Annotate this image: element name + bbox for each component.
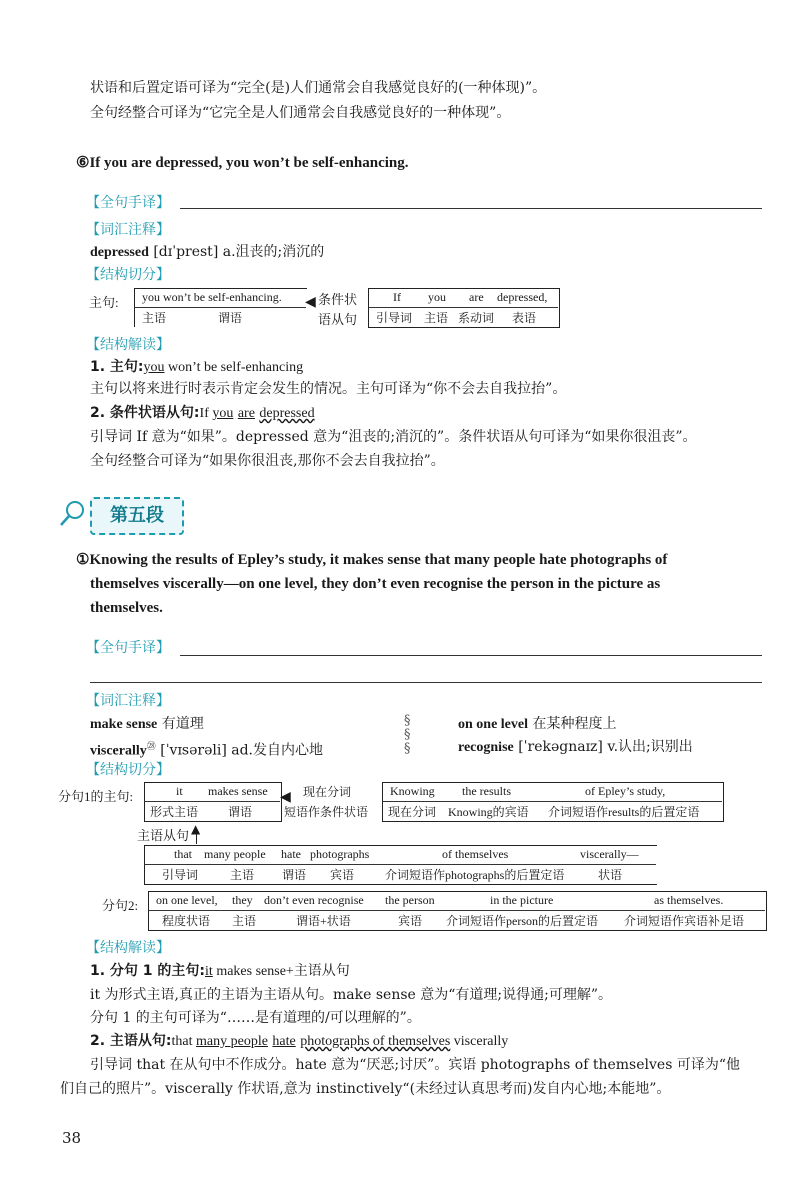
arrow-up-icon: ▲ [191, 822, 201, 836]
struct-label: 【结构切分】 [86, 762, 170, 778]
participle-label: 现在分词 [303, 785, 352, 799]
c2-sub: 主语 [232, 914, 257, 928]
cond-sub: 主语 [424, 311, 449, 325]
vocab-label: 【词汇注释】 [86, 222, 170, 238]
vocab-entry: make sense 有道理 [90, 716, 204, 732]
c2-sub: 程度状语 [162, 914, 211, 928]
cond-word: are [469, 290, 484, 304]
cond-label-2: 语从句 [318, 312, 358, 327]
analysis-2-title: 2. 条件状语从句:If you are depressed [90, 405, 315, 421]
c2-word: they [232, 893, 253, 907]
page-number: 38 [62, 1129, 82, 1147]
c2-word: on one level, [156, 893, 218, 907]
c2-word: as themselves. [654, 893, 724, 907]
sentence-1-line: ①Knowing the results of Epley’s study, it makes sense that many people hate photographs of [76, 552, 668, 568]
sc-word: photographs [310, 847, 370, 861]
section-title: 第五段 [90, 497, 184, 535]
translate-label: 【全句手译】 [86, 195, 170, 211]
vocab-entry: recognise [ˈrekəgnaɪz] v.认出;识别出 [458, 739, 693, 755]
sc-word: viscerally— [580, 847, 639, 861]
sentence-6: ⑥If you are depressed, you won’t be self-enhancing. [76, 155, 409, 171]
p-word: Knowing [390, 784, 435, 798]
c2-sub: 宾语 [398, 914, 423, 928]
sc-word: of themselves [442, 847, 509, 861]
sentence-1-line: themselves. [90, 600, 163, 616]
vocab-entry: viscerally$^㉘$ [ˈvɪsərəli] ad.发自内心地 [90, 742, 324, 759]
vocab-label: 【词汇注释】 [86, 693, 170, 709]
sc-sub: 状语 [598, 868, 623, 882]
p-word: the results [462, 784, 511, 798]
analysis-1-text: 主句以将来进行时表示肯定会发生的情况。主句可译为“你不会去自我拉抬”。 [90, 381, 567, 397]
p-word: of Epley’s study, [585, 784, 666, 798]
subject-clause-label: 主语从句 [137, 828, 190, 843]
cond-word: depressed, [497, 290, 548, 304]
p-sub: 介词短语作results的后置定语 [548, 805, 700, 819]
c2-sub: 介词短语作person的后置定语 [446, 914, 598, 928]
main-clause-text: you won’t be self-enhancing. [142, 290, 282, 304]
analysis-b2-text: 引导词 that 在从句中不作成分。hate 意为“厌恶;讨厌”。宾语 photographs of themselves 可译为“他 [90, 1057, 740, 1073]
analysis-b2-text2: 们自己的照片”。viscerally 作状语,意为 instinctively“(未经过认真思考而)发自内心地;本能地”。 [60, 1081, 671, 1097]
sc-sub: 谓语 [282, 868, 307, 882]
main-sub-2: 谓语 [218, 311, 243, 325]
paragraph-line: 全句经整合可译为“它完全是人们通常会自我感觉良好的一种体现”。 [90, 105, 511, 121]
sc-word: that [174, 847, 192, 861]
sentence-1-line: themselves viscerally—on one level, they don’t even recognise the person in the picture as [90, 576, 661, 592]
analysis-label: 【结构解读】 [86, 337, 170, 353]
arrow-left-icon: ◀ [305, 294, 316, 310]
vocab-entry: depressed [dɪˈprest] a.沮丧的;消沉的 [90, 244, 325, 260]
main-clause-label: 主句: [89, 295, 119, 310]
cond-word: If [393, 290, 401, 304]
analysis-b1-text: it 为形式主语,真正的主语为主语从句。make sense 意为“有道理;说得通;可理解”。 [90, 987, 612, 1003]
arrow-left-icon: ◀ [280, 789, 291, 805]
p-sub: Knowing的宾语 [448, 805, 529, 819]
c2-sub: 谓语+状语 [296, 914, 351, 928]
c1-word: makes sense [208, 784, 268, 798]
clause-2-label: 分句2: [102, 898, 139, 913]
cond-label: 条件状 [318, 292, 358, 307]
cond-sub: 表语 [512, 311, 537, 325]
analysis-2-full: 全句经整合可译为“如果你很沮丧,那你不会去自我拉抬”。 [90, 453, 445, 469]
analysis-label: 【结构解读】 [86, 940, 170, 956]
c1-sub: 形式主语 [150, 805, 199, 819]
divider-icon: § § § [404, 713, 411, 756]
c2-sub: 介词短语作宾语补足语 [624, 914, 745, 928]
vocab-entry: on one level 在某种程度上 [458, 716, 617, 732]
translate-label: 【全句手译】 [86, 640, 170, 656]
analysis-2-text: 引导词 If 意为“如果”。depressed 意为“沮丧的;消沉的”。条件状语从句可译为“如果你很沮丧”。 [90, 429, 697, 445]
translate-line[interactable] [180, 208, 762, 209]
cond-sub: 引导词 [376, 311, 413, 325]
main-sub-1: 主语 [142, 311, 167, 325]
c2-word: the person [385, 893, 435, 907]
p-sub: 现在分词 [388, 805, 437, 819]
analysis-b1-text2: 分句 1 的主句可译为“……是有道理的/可以理解的”。 [90, 1010, 421, 1026]
translate-line[interactable] [90, 682, 762, 683]
analysis-1-title: 1. 主句:you won’t be self-enhancing [90, 359, 304, 375]
sc-word: many people [204, 847, 266, 861]
sc-sub: 主语 [230, 868, 255, 882]
participle-label-2: 短语作条件状语 [284, 805, 369, 819]
cond-sub: 系动词 [458, 311, 495, 325]
analysis-b2-title: 2. 主语从句:that many people hate photographs of themselves viscerally [90, 1033, 509, 1049]
struct-label: 【结构切分】 [86, 267, 170, 283]
c1-sub: 谓语 [228, 805, 253, 819]
paragraph-line: 状语和后置定语可译为“完全(是)人们通常会自我感觉良好的(一种体现)”。 [90, 80, 547, 96]
sc-sub: 介词短语作photographs的后置定语 [385, 868, 565, 882]
sc-sub: 引导词 [162, 868, 199, 882]
clause-1-label: 分句1的主句: [58, 789, 134, 804]
cond-word: you [428, 290, 446, 304]
search-icon [58, 500, 86, 532]
translate-line[interactable] [180, 655, 762, 656]
analysis-b1-title: 1. 分句 1 的主句:it makes sense+主语从句 [90, 963, 350, 979]
sc-sub: 宾语 [330, 868, 355, 882]
c1-word: it [176, 784, 183, 798]
c2-word: don’t even recognise [264, 893, 364, 907]
sc-word: hate [281, 847, 301, 861]
c2-word: in the picture [490, 893, 554, 907]
